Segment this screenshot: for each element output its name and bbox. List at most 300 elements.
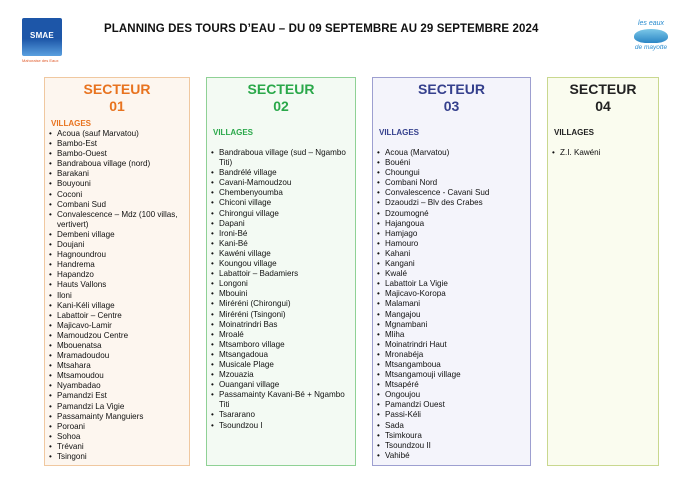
village-list: [45, 129, 189, 462]
bullet-icon: •: [211, 420, 214, 430]
village-item: [207, 421, 355, 431]
village-item: [45, 311, 189, 321]
village-name: Malamani: [385, 299, 421, 309]
village-name: Dembeni village: [57, 229, 115, 239]
village-item: [45, 210, 189, 230]
village-item: [45, 230, 189, 240]
village-name: Miréréni (Chirongui): [219, 299, 291, 309]
bullet-icon: •: [211, 329, 214, 339]
village-name: Bouyouni: [57, 179, 91, 189]
village-name: Mramadoudou: [57, 351, 110, 361]
village-item: [45, 412, 189, 422]
village-item: [373, 229, 530, 239]
bullet-icon: •: [377, 248, 380, 258]
village-name: Pamandzi Est: [57, 391, 107, 401]
village-item: [45, 381, 189, 391]
bullet-icon: •: [211, 148, 214, 157]
bullet-icon: •: [211, 410, 214, 420]
village-name: Bandraboua village (sud – Ngambo Titi): [219, 148, 346, 168]
village-item: [373, 239, 530, 249]
bullet-icon: •: [49, 361, 52, 371]
village-name: Moinatrindri Bas: [219, 319, 278, 329]
village-item: [373, 158, 530, 168]
village-name: Chiconi village: [219, 198, 272, 208]
bullet-icon: •: [211, 289, 214, 299]
bullet-icon: •: [49, 290, 52, 300]
village-item: [373, 431, 530, 441]
village-item: [207, 279, 355, 289]
village-item: [373, 350, 530, 360]
village-name: Hajangoua: [385, 218, 425, 228]
village-item: [373, 360, 530, 370]
bullet-icon: •: [49, 179, 52, 189]
village-item: [373, 249, 530, 259]
bullet-icon: •: [49, 300, 52, 310]
village-item: [45, 432, 189, 442]
bullet-icon: •: [211, 218, 214, 228]
village-name: Hagnoundrou: [57, 250, 107, 260]
bullet-icon: •: [49, 250, 52, 260]
bullet-icon: •: [377, 168, 380, 178]
village-list: [548, 148, 658, 158]
village-name: Moinatrindri Haut: [385, 339, 447, 349]
village-item: [207, 330, 355, 340]
bullet-icon: •: [552, 148, 555, 157]
bullet-icon: •: [49, 351, 52, 361]
bullet-icon: •: [377, 400, 380, 410]
bullet-icon: •: [377, 349, 380, 359]
village-name: Barakani: [57, 169, 89, 179]
village-name: Kani-Bé: [219, 238, 248, 248]
sector-card-03: [372, 77, 531, 466]
bullet-icon: •: [211, 188, 214, 198]
village-item: [207, 259, 355, 269]
bullet-icon: •: [377, 198, 380, 208]
bullet-icon: •: [49, 139, 52, 149]
village-item: [45, 260, 189, 270]
village-name: Bambo-Ouest: [57, 149, 107, 159]
village-name: Cavani-Mamoudzou: [219, 178, 292, 188]
village-item: [207, 148, 355, 168]
village-item: [45, 361, 189, 371]
village-item: [45, 351, 189, 361]
bullet-icon: •: [377, 218, 380, 228]
bullet-icon: •: [49, 391, 52, 401]
village-item: [207, 380, 355, 390]
village-item: [373, 310, 530, 320]
village-item: [373, 168, 530, 178]
village-item: [45, 190, 189, 200]
bullet-icon: •: [211, 390, 214, 400]
bullet-icon: •: [49, 149, 52, 159]
bullet-icon: •: [211, 309, 214, 319]
village-name: Combani Sud: [57, 199, 107, 209]
bullet-icon: •: [377, 440, 380, 450]
bullet-icon: •: [49, 320, 52, 330]
village-name: Mbouini: [219, 289, 248, 299]
logo-right-line2: de mayotte: [634, 44, 668, 51]
bullet-icon: •: [211, 168, 214, 178]
bullet-icon: •: [377, 410, 380, 420]
bullet-icon: •: [49, 199, 52, 209]
sector-card-02: [206, 77, 356, 466]
village-name: Mbouenatsa: [57, 340, 102, 350]
village-item: [373, 279, 530, 289]
village-item: [373, 198, 530, 208]
bullet-icon: •: [377, 148, 380, 157]
village-name: Bouéni: [385, 158, 411, 168]
village-item: [207, 370, 355, 380]
bullet-icon: •: [377, 420, 380, 430]
village-item: [45, 149, 189, 159]
villages-label: VILLAGES: [51, 119, 92, 128]
village-name: Choungui: [385, 168, 420, 178]
village-name: Iloni: [57, 290, 72, 300]
bullet-icon: •: [211, 208, 214, 218]
bullet-icon: •: [49, 421, 52, 431]
sector-label: SECTEUR: [83, 81, 151, 97]
village-item: [373, 441, 530, 451]
village-item: [207, 410, 355, 420]
village-name: Doujani: [57, 240, 85, 250]
village-name: Chembenyoumba: [219, 188, 283, 198]
village-name: Dzaoudzi – Blv des Crabes: [385, 198, 483, 208]
village-item: [207, 219, 355, 229]
village-item: [207, 360, 355, 370]
villages-label: VILLAGES: [379, 128, 420, 137]
village-name: Labattoir – Centre: [57, 310, 122, 320]
village-item: [207, 249, 355, 259]
village-list: [207, 148, 355, 431]
village-name: Musicale Plage: [219, 359, 274, 369]
village-name: Hamjago: [385, 228, 418, 238]
village-name: Labattoir La Vigie: [385, 279, 448, 289]
bullet-icon: •: [49, 260, 52, 270]
bullet-icon: •: [49, 189, 52, 199]
bullet-icon: •: [211, 269, 214, 279]
village-name: Pamandzi La Vigie: [57, 401, 125, 411]
bullet-icon: •: [49, 452, 52, 461]
village-name: Bambo-Est: [57, 139, 98, 149]
bullet-icon: •: [49, 310, 52, 320]
bullet-icon: •: [49, 240, 52, 250]
smae-logo: [22, 18, 70, 63]
bullet-icon: •: [377, 299, 380, 309]
village-name: Passamainty Manguiers: [57, 411, 144, 421]
smae-logo-text: SMAE: [30, 31, 54, 40]
village-name: Mangajou: [385, 309, 421, 319]
bullet-icon: •: [377, 370, 380, 380]
bullet-icon: •: [211, 319, 214, 329]
bullet-icon: •: [211, 259, 214, 269]
village-item: [45, 200, 189, 210]
village-name: Kahani: [385, 248, 411, 258]
village-item: [373, 289, 530, 299]
smae-logo-box: [22, 18, 62, 56]
bullet-icon: •: [377, 390, 380, 400]
bullet-icon: •: [49, 340, 52, 350]
village-item: [207, 178, 355, 188]
village-name: Miréréni (Tsingoni): [219, 309, 286, 319]
village-item: [207, 209, 355, 219]
village-item: [373, 209, 530, 219]
village-item: [207, 340, 355, 350]
village-name: Dzoumogné: [385, 208, 429, 218]
village-name: Convalescence – Mdz (100 villas, vertivert): [57, 209, 178, 229]
bullet-icon: •: [49, 280, 52, 290]
bullet-icon: •: [49, 129, 52, 138]
village-name: Handrema: [57, 260, 95, 270]
village-name: Chirongui village: [219, 208, 279, 218]
sector-label: SECTEUR: [569, 81, 637, 97]
bullet-icon: •: [377, 238, 380, 248]
village-item: [45, 291, 189, 301]
village-name: Sada: [385, 420, 404, 430]
village-name: Mtsangamboua: [385, 359, 441, 369]
village-name: Kawéni village: [219, 248, 271, 258]
village-name: Mtsangamouji village: [385, 370, 461, 380]
eaux-de-mayotte-logo: [627, 20, 675, 64]
bullet-icon: •: [377, 259, 380, 269]
bullet-icon: •: [377, 380, 380, 390]
village-item: [548, 148, 658, 158]
village-item: [373, 299, 530, 309]
village-item: [45, 270, 189, 280]
villages-label: VILLAGES: [554, 128, 595, 137]
bullet-icon: •: [377, 329, 380, 339]
village-item: [45, 280, 189, 290]
bullet-icon: •: [211, 248, 214, 258]
smae-logo-tagline: Mahoraise des Eaux: [22, 58, 59, 63]
village-name: Longoni: [219, 279, 248, 289]
bullet-icon: •: [211, 238, 214, 248]
village-item: [373, 269, 530, 279]
bullet-icon: •: [211, 359, 214, 369]
village-item: [45, 452, 189, 462]
bullet-icon: •: [377, 319, 380, 329]
bullet-icon: •: [377, 289, 380, 299]
village-name: Trévani: [57, 441, 84, 451]
village-name: Passi-Kéli: [385, 410, 421, 420]
bullet-icon: •: [377, 339, 380, 349]
village-item: [45, 402, 189, 412]
bullet-icon: •: [377, 430, 380, 440]
bullet-icon: •: [377, 158, 380, 168]
village-name: Majicavo-Lamir: [57, 320, 112, 330]
village-name: Koungou village: [219, 259, 277, 269]
sector-heading: [45, 78, 189, 115]
bullet-icon: •: [377, 450, 380, 460]
bullet-icon: •: [49, 169, 52, 179]
village-item: [207, 350, 355, 360]
villages-label: VILLAGES: [213, 128, 254, 137]
bullet-icon: •: [377, 208, 380, 218]
village-name: Acoua (sauf Marvatou): [57, 129, 139, 138]
bullet-icon: •: [377, 188, 380, 198]
village-item: [207, 198, 355, 208]
village-name: Mtsapéré: [385, 380, 419, 390]
village-item: [207, 390, 355, 410]
bullet-icon: •: [211, 380, 214, 390]
village-name: Tsingoni: [57, 452, 87, 461]
village-item: [207, 289, 355, 299]
village-name: Mtsamoudou: [57, 371, 104, 381]
village-name: Mamoudzou Centre: [57, 330, 129, 340]
sector-number: 04: [595, 98, 611, 114]
village-name: Coconi: [57, 189, 83, 199]
village-name: Mronabéja: [385, 349, 424, 359]
bullet-icon: •: [377, 279, 380, 289]
page-title: PLANNING DES TOURS D’EAU – DU 09 SEPTEMBRE AU 29 SEPTEMBRE 2024: [104, 23, 539, 35]
village-item: [373, 320, 530, 330]
village-item: [45, 240, 189, 250]
village-name: Poroani: [57, 421, 85, 431]
village-name: Acoua (Marvatou): [385, 148, 450, 157]
sector-label: SECTEUR: [418, 81, 485, 97]
bullet-icon: •: [211, 198, 214, 208]
village-name: Tsararano: [219, 410, 255, 420]
village-item: [45, 179, 189, 189]
village-item: [373, 340, 530, 350]
village-item: [207, 188, 355, 198]
bullet-icon: •: [49, 330, 52, 340]
bullet-icon: •: [211, 370, 214, 380]
sector-card-04: [547, 77, 659, 466]
village-name: Sohoa: [57, 431, 81, 441]
bullet-icon: •: [49, 229, 52, 239]
bullet-icon: •: [377, 359, 380, 369]
village-item: [373, 400, 530, 410]
village-name: Dapani: [219, 218, 245, 228]
village-item: [45, 341, 189, 351]
sector-number: 02: [273, 98, 289, 114]
village-name: Mtsamboro village: [219, 339, 285, 349]
village-item: [373, 390, 530, 400]
village-item: [45, 250, 189, 260]
village-item: [373, 219, 530, 229]
village-name: Mgnambani: [385, 319, 428, 329]
sector-heading: [207, 78, 355, 115]
village-name: Combani Nord: [385, 178, 438, 188]
bullet-icon: •: [49, 431, 52, 441]
bullet-icon: •: [377, 309, 380, 319]
sector-number: 01: [109, 98, 125, 114]
village-name: Pamandzi Ouest: [385, 400, 445, 410]
village-name: Hauts Vallons: [57, 280, 107, 290]
village-item: [45, 159, 189, 169]
sector-card-01: [44, 77, 190, 466]
village-name: Ouangani village: [219, 380, 280, 390]
village-item: [373, 451, 530, 461]
village-name: Convalescence - Cavani Sud: [385, 188, 490, 198]
village-item: [45, 139, 189, 149]
village-item: [373, 370, 530, 380]
village-name: Labattoir – Badamiers: [219, 269, 299, 279]
village-item: [45, 301, 189, 311]
village-name: Majicavo-Koropa: [385, 289, 446, 299]
village-name: Bandraboua village (nord): [57, 159, 151, 169]
sector-heading: [548, 78, 658, 115]
village-item: [45, 169, 189, 179]
village-name: Bandrélé village: [219, 168, 277, 178]
village-item: [207, 320, 355, 330]
wave-icon: [634, 29, 668, 43]
village-name: Mliha: [385, 329, 405, 339]
village-item: [207, 229, 355, 239]
village-name: Z.I. Kawéni: [560, 148, 601, 157]
bullet-icon: •: [211, 339, 214, 349]
village-name: Mzouazia: [219, 370, 254, 380]
village-name: Nyambadao: [57, 381, 101, 391]
bullet-icon: •: [211, 299, 214, 309]
village-item: [45, 129, 189, 139]
village-list: [373, 148, 530, 461]
bullet-icon: •: [377, 269, 380, 279]
village-name: Ongoujou: [385, 390, 421, 400]
village-item: [207, 239, 355, 249]
village-item: [373, 148, 530, 158]
bullet-icon: •: [211, 279, 214, 289]
bullet-icon: •: [377, 228, 380, 238]
bullet-icon: •: [211, 178, 214, 188]
village-name: Hamouro: [385, 238, 419, 248]
village-name: Ironi-Bé: [219, 228, 248, 238]
village-name: Kangani: [385, 259, 415, 269]
village-item: [45, 321, 189, 331]
village-item: [45, 391, 189, 401]
bullet-icon: •: [49, 441, 52, 451]
bullet-icon: •: [49, 401, 52, 411]
village-name: Kani-Kéli village: [57, 300, 115, 310]
bullet-icon: •: [49, 159, 52, 169]
village-name: Mroalé: [219, 329, 244, 339]
bullet-icon: •: [49, 270, 52, 280]
village-name: Passamainty Kavani-Bé + Ngambo Titi: [219, 390, 345, 410]
village-item: [373, 421, 530, 431]
bullet-icon: •: [49, 371, 52, 381]
village-item: [373, 188, 530, 198]
sector-label: SECTEUR: [247, 81, 315, 97]
logo-right-line1: les eaux: [637, 20, 665, 27]
village-item: [45, 442, 189, 452]
village-item: [207, 299, 355, 309]
village-item: [373, 259, 530, 269]
village-item: [45, 422, 189, 432]
village-item: [207, 168, 355, 178]
village-name: Hapandzo: [57, 270, 94, 280]
bullet-icon: •: [49, 381, 52, 391]
village-name: Vahibé: [385, 450, 410, 460]
village-name: Tsimkoura: [385, 430, 422, 440]
sector-heading: [373, 78, 530, 115]
village-name: Mtsangadoua: [219, 349, 269, 359]
village-item: [373, 380, 530, 390]
village-item: [373, 178, 530, 188]
bullet-icon: •: [49, 209, 52, 219]
village-name: Tsoundzou I: [219, 420, 263, 430]
village-item: [45, 331, 189, 341]
bullet-icon: •: [377, 178, 380, 188]
village-name: Kwalé: [385, 269, 408, 279]
village-item: [207, 310, 355, 320]
village-item: [373, 330, 530, 340]
village-item: [45, 371, 189, 381]
bullet-icon: •: [211, 349, 214, 359]
village-name: Mtsahara: [57, 361, 91, 371]
bullet-icon: •: [211, 228, 214, 238]
village-item: [207, 269, 355, 279]
village-item: [373, 410, 530, 420]
